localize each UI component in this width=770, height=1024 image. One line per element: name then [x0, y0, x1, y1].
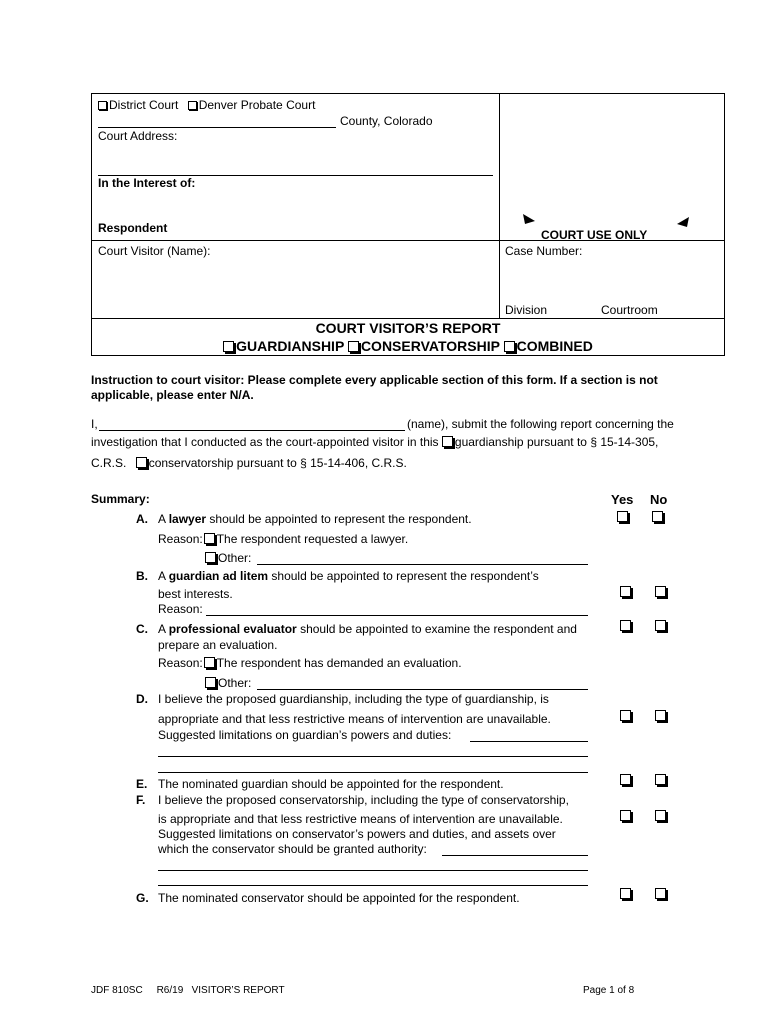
item-d-line2: appropriate and that less restrictive means of intervention are unavailable.	[158, 712, 551, 726]
item-b-post: should be appointed to represent the respondent’s	[271, 569, 539, 583]
item-g-letter: G.	[136, 891, 149, 905]
arrow-left-icon	[522, 213, 536, 228]
summary-heading: Summary:	[91, 492, 150, 506]
item-a-other	[205, 551, 251, 565]
combined-checkbox[interactable]	[504, 341, 515, 352]
item-c-demanded-checkbox[interactable]	[204, 657, 215, 668]
item-f-authority-line-3[interactable]	[158, 885, 588, 886]
item-d-no-checkbox[interactable]	[655, 710, 666, 721]
district-court-checkbox[interactable]	[98, 101, 107, 110]
division-label: Division	[505, 303, 548, 317]
court-address-label: Court Address:	[98, 129, 178, 143]
item-d-line1: I believe the proposed guardianship, including the type of guardianship, is	[158, 692, 549, 706]
intro-conservatorship-text: conservatorship pursuant to § 15-14-406, C.R.S.	[148, 456, 407, 470]
item-c-reason-label: Reason:	[158, 656, 203, 670]
respondent-label: Respondent	[98, 221, 168, 235]
item-g-yes-checkbox[interactable]	[620, 888, 631, 899]
item-a-requested-label: The respondent requested a lawyer.	[216, 532, 409, 546]
item-a-letter: A.	[136, 512, 148, 526]
item-b-reason-label: Reason:	[158, 602, 203, 616]
item-e-yes-checkbox[interactable]	[620, 774, 631, 785]
item-b-reason-line[interactable]	[206, 615, 588, 616]
item-a-bold: lawyer	[168, 512, 207, 526]
item-a-reason-label: Reason:	[158, 532, 203, 546]
item-f-no-checkbox[interactable]	[655, 810, 666, 821]
intro-name-submit: (name), submit the following report concerning the	[407, 417, 674, 431]
item-a-yes-checkbox[interactable]	[617, 511, 628, 522]
item-b-letter: B.	[136, 569, 148, 583]
report-title: COURT VISITOR’S REPORT	[315, 320, 501, 336]
item-f-line4: which the conservator should be granted authority:	[158, 842, 427, 856]
in-the-interest-of-label: In the Interest of:	[98, 176, 196, 190]
district-court-label: District Court	[109, 98, 179, 112]
item-d-limitations-line-1[interactable]	[470, 741, 588, 742]
item-c-post: should be appointed to examine the respondent and	[300, 622, 577, 636]
item-c-other-line[interactable]	[257, 689, 588, 690]
item-d-limitations-line-3[interactable]	[158, 772, 588, 773]
guardianship-checkbox[interactable]	[223, 341, 234, 352]
item-d-line3: Suggested limitations on guardian’s powers and duties:	[158, 728, 452, 742]
item-c-letter: C.	[136, 622, 148, 636]
item-b-text	[158, 569, 539, 583]
denver-probate-court-label: Denver Probate Court	[198, 98, 316, 112]
county-line[interactable]	[98, 127, 336, 128]
item-c-reason	[158, 656, 462, 670]
item-f-yes-checkbox[interactable]	[620, 810, 631, 821]
item-f-authority-line-2[interactable]	[158, 870, 588, 871]
item-a-post: should be appointed to represent the respondent.	[209, 512, 472, 526]
item-b-line2: best interests.	[158, 587, 233, 601]
intro-guardianship-text: guardianship pursuant to § 15-14-305,	[454, 435, 659, 449]
intro-i: I,	[91, 417, 98, 431]
visitor-name-line[interactable]	[99, 430, 405, 431]
item-c-other	[205, 676, 251, 690]
conservatorship-label: CONSERVATORSHIP	[360, 338, 500, 354]
intro-guardianship-checkbox[interactable]	[442, 436, 453, 447]
item-f-authority-line-1[interactable]	[442, 855, 588, 856]
item-c-line2: prepare an evaluation.	[158, 638, 278, 652]
courtroom-label: Courtroom	[601, 303, 658, 317]
intro-crs: C.R.S.	[91, 456, 127, 470]
item-c-pre: A	[158, 622, 166, 636]
case-type-row	[91, 338, 725, 354]
conservatorship-checkbox[interactable]	[348, 341, 359, 352]
yes-header: Yes	[611, 492, 634, 507]
item-c-bold: professional evaluator	[168, 622, 297, 636]
footer-form-id: JDF 810SC R6/19 VISITOR’S REPORT	[91, 985, 285, 996]
combined-label: COMBINED	[516, 338, 593, 354]
court-visitor-label: Court Visitor (Name):	[98, 244, 211, 258]
item-a-text	[158, 512, 472, 526]
intro-conservatorship-checkbox[interactable]	[136, 457, 147, 468]
item-d-limitations-line-2[interactable]	[158, 756, 588, 757]
item-a-requested-checkbox[interactable]	[204, 533, 215, 544]
item-f-letter: F.	[136, 793, 146, 807]
item-f-line2: is appropriate and that less restrictive means of intervention are unavailable.	[158, 812, 563, 826]
item-e-letter: E.	[136, 777, 148, 791]
arrow-right-icon	[676, 216, 690, 231]
item-b-yes-checkbox[interactable]	[620, 586, 631, 597]
no-header: No	[650, 492, 668, 507]
intro-line2	[91, 435, 658, 449]
item-a-reason	[158, 532, 408, 546]
item-f-line1: I believe the proposed conservatorship, including the type of conservatorship,	[158, 793, 569, 807]
court-use-only-label: COURT USE ONLY	[541, 228, 648, 242]
item-d-letter: D.	[136, 692, 148, 706]
item-b-no-checkbox[interactable]	[655, 586, 666, 597]
instruction-text: Instruction to court visitor: Please complete every applicable section of this form. If a section is not applicable, please enter N/A.	[91, 373, 658, 402]
item-a-other-label: Other:	[218, 551, 252, 565]
item-c-text	[158, 622, 577, 636]
caption-divider-respondent	[91, 240, 499, 241]
guardianship-label: GUARDIANSHIP	[236, 338, 345, 354]
item-f-line3: Suggested limitations on conservator’s powers and duties, and assets over	[158, 827, 556, 841]
item-a-no-checkbox[interactable]	[652, 511, 663, 522]
footer-page-number: Page 1 of 8	[583, 985, 635, 996]
item-c-other-label: Other:	[218, 676, 252, 690]
item-c-yes-checkbox[interactable]	[620, 620, 631, 631]
denver-probate-court-checkbox[interactable]	[188, 101, 197, 110]
case-number-label: Case Number:	[505, 244, 583, 258]
item-a-other-line[interactable]	[257, 564, 588, 565]
item-d-yes-checkbox[interactable]	[620, 710, 631, 721]
item-e-no-checkbox[interactable]	[655, 774, 666, 785]
item-g-no-checkbox[interactable]	[655, 888, 666, 899]
item-b-pre: A	[158, 569, 166, 583]
caption-divider-title	[91, 318, 725, 319]
intro-line2-text: investigation that I conducted as the court-appointed visitor in this	[91, 435, 439, 449]
item-c-no-checkbox[interactable]	[655, 620, 666, 631]
county-label: County, Colorado	[340, 114, 433, 128]
court-type-row	[98, 98, 315, 112]
item-c-demanded-label: The respondent has demanded an evaluation.	[216, 656, 462, 670]
caption-vertical-divider	[499, 93, 500, 318]
intro-line3	[91, 456, 407, 470]
item-g-text: The nominated conservator should be appointed for the respondent.	[158, 891, 520, 905]
item-a-pre: A	[158, 512, 166, 526]
item-c-other-checkbox[interactable]	[205, 677, 216, 688]
item-e-text: The nominated guardian should be appointed for the respondent.	[158, 777, 504, 791]
item-a-other-checkbox[interactable]	[205, 552, 216, 563]
item-b-bold: guardian ad litem	[168, 569, 269, 583]
